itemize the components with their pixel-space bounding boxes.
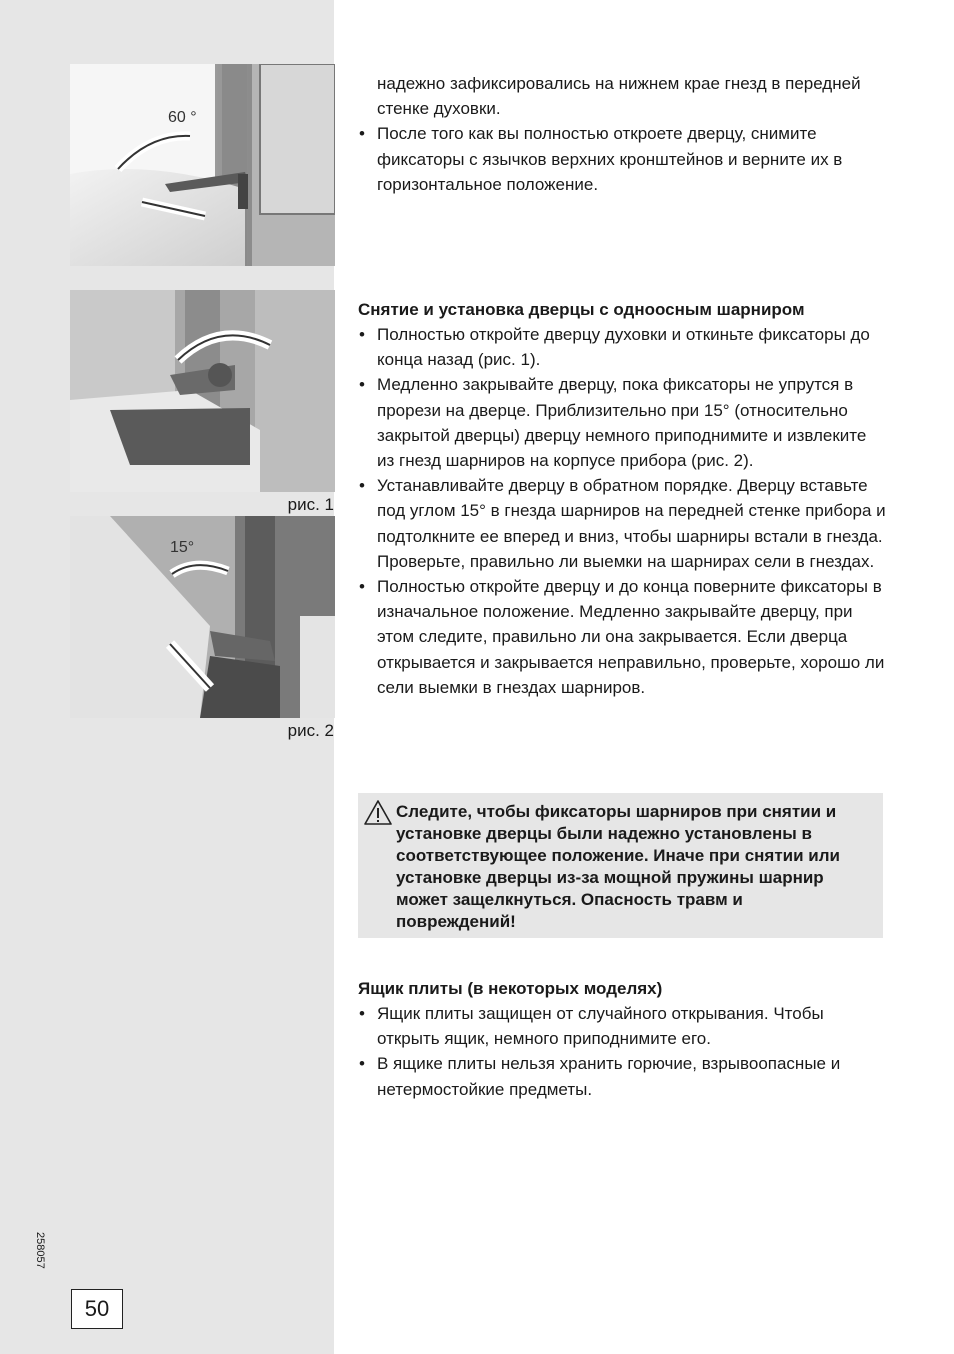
list-item: • В ящике плиты нельзя хранить горючие, взрывоопасные и нетермостойкие предметы.: [358, 1051, 888, 1101]
section-hinge: [358, 297, 888, 700]
list-item: • Устанавливайте дверцу в обратном порядке. Дверцу вставьте под углом 15° в гнезда шарниров на передней стенке прибора и подтолкните ее вперед и вниз, чтобы шарниры встали в гнезда. Проверьте, правильно ли выемки на шарнирах сели в гнездах.: [358, 473, 888, 574]
document-code: 258057: [34, 1232, 46, 1269]
figure-1: [70, 290, 335, 492]
list-item: • Полностью откройте дверцу духовки и откиньте фиксаторы до конца назад (рис. 1).: [358, 322, 888, 372]
figure-1-caption: рис. 1: [287, 495, 334, 514]
intro-continuation: надежно зафиксировались на нижнем крае гнезд в передней стенке духовки.: [377, 74, 861, 119]
intro-block: [358, 71, 888, 197]
list-item: • Полностью откройте дверцу и до конца поверните фиксаторы в изначальное положение. Медленно закрывайте дверцу, при этом следите, правильно ли она закрывается. Если дверца открывается и закрывается неправильно, проверьте, хорошо ли сели выемки в гнездах шарниров.: [358, 574, 888, 700]
figure-2: [70, 516, 335, 718]
list-item: • После того как вы полностью откроете дверцу, снимите фиксаторы с язычков верхних кронштейнов и верните их в горизонтальное положение.: [358, 121, 888, 197]
page-number: 50: [71, 1289, 123, 1329]
section-drawer: [358, 976, 888, 1102]
section-drawer-title: Ящик плиты (в некоторых моделях): [358, 979, 663, 998]
section-hinge-title: Снятие и установка дверцы с одноосным шарниром: [358, 300, 805, 319]
list-item: • Медленно закрывайте дверцу, пока фиксаторы не упрутся в прорези на дверце. Приблизительно при 15° (относительно закрытой дверцы) дверцу немного приподнимите и извлеките из гнезд шарниров на корпусе прибора (рис. 2).: [358, 372, 888, 473]
figure-angle-15: 15°: [170, 539, 195, 556]
list-item: • Ящик плиты защищен от случайного открывания. Чтобы открыть ящик, немного приподнимите его.: [358, 1001, 888, 1051]
warning-icon: [363, 799, 393, 826]
warning-text: Следите, чтобы фиксаторы шарниров при снятии и установке дверцы были надежно установлены в соответствующее положение. Иначе при снятии или установке дверцы из-за мощной пружины шарнир может защелкнуться. Опасность травм и повреждений!: [396, 802, 840, 931]
figure-door-60: [70, 64, 335, 266]
warning-box: [358, 793, 883, 938]
figure-2-caption: рис. 2: [287, 721, 334, 740]
figure-angle-60: 60 °: [168, 109, 197, 126]
